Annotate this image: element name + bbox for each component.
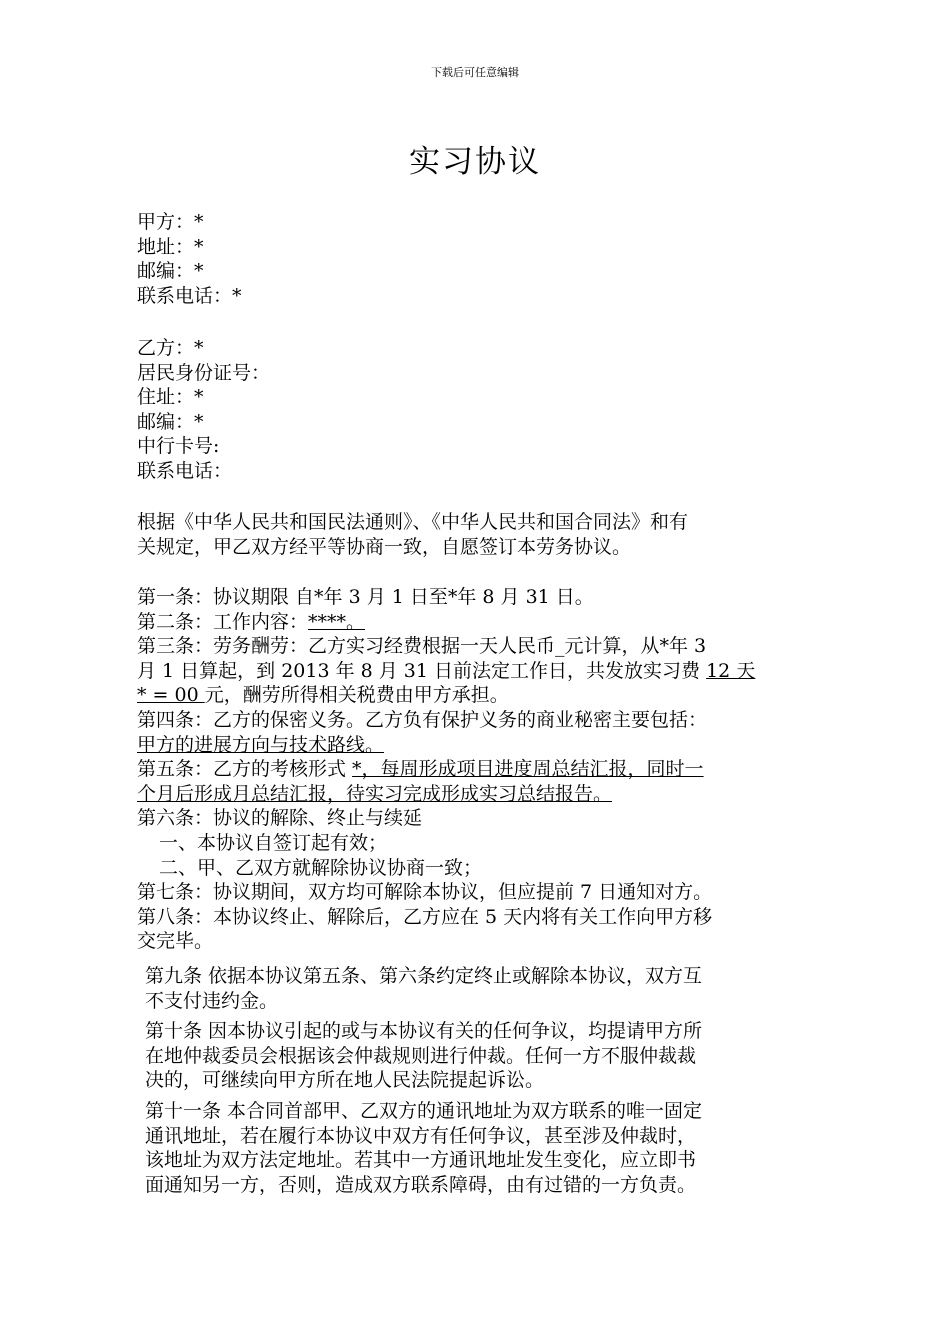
party-b-name: 乙方：* (137, 337, 204, 359)
party-b-phone: 联系电话： (137, 459, 233, 482)
article-4-line (137, 733, 817, 758)
article-3-text: 月 1 日算起，到 2013 年 8 月 31 日前法定工作日，共发放实习费 (137, 659, 707, 682)
article-1: 第一条：协议期限 自*年 3 月 1 日至*年 8 月 31 日。 (137, 586, 594, 608)
header-note: 下载后可任意编辑 (431, 66, 519, 79)
article-6-item: 一、本协议自签订起有效； (159, 831, 388, 854)
article-5-content: *，每周形成项目进度周总结汇报，同时一 (352, 758, 704, 781)
article-8-line: 第八条：本协议终止、解除后，乙方应在 5 天内将有关工作向甲方移 (137, 905, 713, 928)
article-2-label: 第二条：工作内容： (137, 610, 309, 633)
article-10-line: 在地仲裁委员会根据该会仲裁规则进行仲裁。任何一方不服仲裁裁 (145, 1044, 697, 1067)
article-3-line: 第三条：劳务酬劳：乙方实习经费根据一天人民币_元计算，从*年 3 (137, 635, 707, 658)
party-b-id-number: 居民身份证号： (137, 361, 271, 384)
article-10-line: 决的，可继续向甲方所在地人民法院提起诉讼。 (145, 1069, 545, 1092)
article-11-line: 通讯地址，若在履行本协议中双方有任何争议，甚至涉及仲裁时， (145, 1124, 697, 1147)
preamble-line: 根据《中华人民共和国民法通则》、《中华人民共和国合同法》和有 (137, 511, 689, 533)
article-3-line (137, 659, 817, 684)
article-11 (145, 1099, 810, 1197)
party-a-block (137, 210, 817, 308)
article-4-content: 甲方的进展方向与技术路线。 (137, 733, 385, 756)
party-b-bank-card: 中行卡号: (137, 435, 220, 458)
article-6: 第六条：协议的解除、终止与续延 (137, 807, 423, 830)
article-5-line (137, 757, 817, 782)
article-2-value: ****。 (308, 610, 366, 633)
article-2 (137, 610, 817, 635)
article-11-line: 该地址为双方法定地址。若其中一方通讯地址发生变化，应立即书 (145, 1149, 697, 1172)
party-b-postcode: 邮编：* (137, 410, 204, 433)
party-a-postcode: 邮编：* (137, 260, 204, 283)
article-3-text: 元，酬劳所得相关税费由甲方承担。 (204, 684, 509, 707)
article-4-line: 第四条：乙方的保密义务。乙方负有保护义务的商业秘密主要包括： (137, 708, 708, 731)
preamble (137, 510, 817, 559)
article-10-line: 第十条 因本协议引起的或与本协议有关的任何争议，均提请甲方所 (145, 1020, 703, 1043)
article-11-line: 第十一条 本合同首部甲、乙双方的通讯地址为双方联系的唯一固定 (145, 1099, 703, 1122)
article-10 (145, 1019, 810, 1093)
article-6-item: 二、甲、乙双方就解除协议协商一致； (159, 856, 483, 879)
article-9-line: 第九条 依据本协议第五条、第六条约定终止或解除本协议，双方互 (145, 965, 703, 987)
party-b-block (137, 336, 817, 484)
articles-late (145, 964, 810, 1203)
party-a-address: 地址：* (137, 235, 204, 258)
article-3-line (137, 683, 817, 708)
preamble-line: 关规定，甲乙双方经平等协商一致，自愿签订本劳务协议。 (137, 535, 632, 558)
article-3-amount: * = 00 (137, 684, 205, 707)
article-7: 第七条：协议期间，双方均可解除本协议，但应提前 7 日通知对方。 (137, 881, 713, 904)
article-9-line: 不支付违约金。 (145, 989, 279, 1012)
article-5-line (137, 782, 817, 807)
article-8-line: 交完毕。 (137, 930, 214, 953)
party-b-residence: 住址：* (137, 386, 204, 409)
document-title: 实习协议 (409, 144, 541, 180)
article-3-days: 12 天 (706, 659, 756, 682)
article-5-content: 个月后形成月总结汇报，待实习完成形成实习总结报告。 (137, 782, 613, 805)
articles-main (137, 585, 817, 954)
article-5-label: 第五条：乙方的考核形式 (137, 758, 353, 781)
article-11-line: 面通知另一方，否则，造成双方联系障碍，由有过错的一方负责。 (145, 1173, 697, 1196)
party-a-phone: 联系电话：* (137, 284, 242, 307)
article-9 (145, 964, 810, 1013)
party-a-name: 甲方：* (137, 211, 204, 233)
